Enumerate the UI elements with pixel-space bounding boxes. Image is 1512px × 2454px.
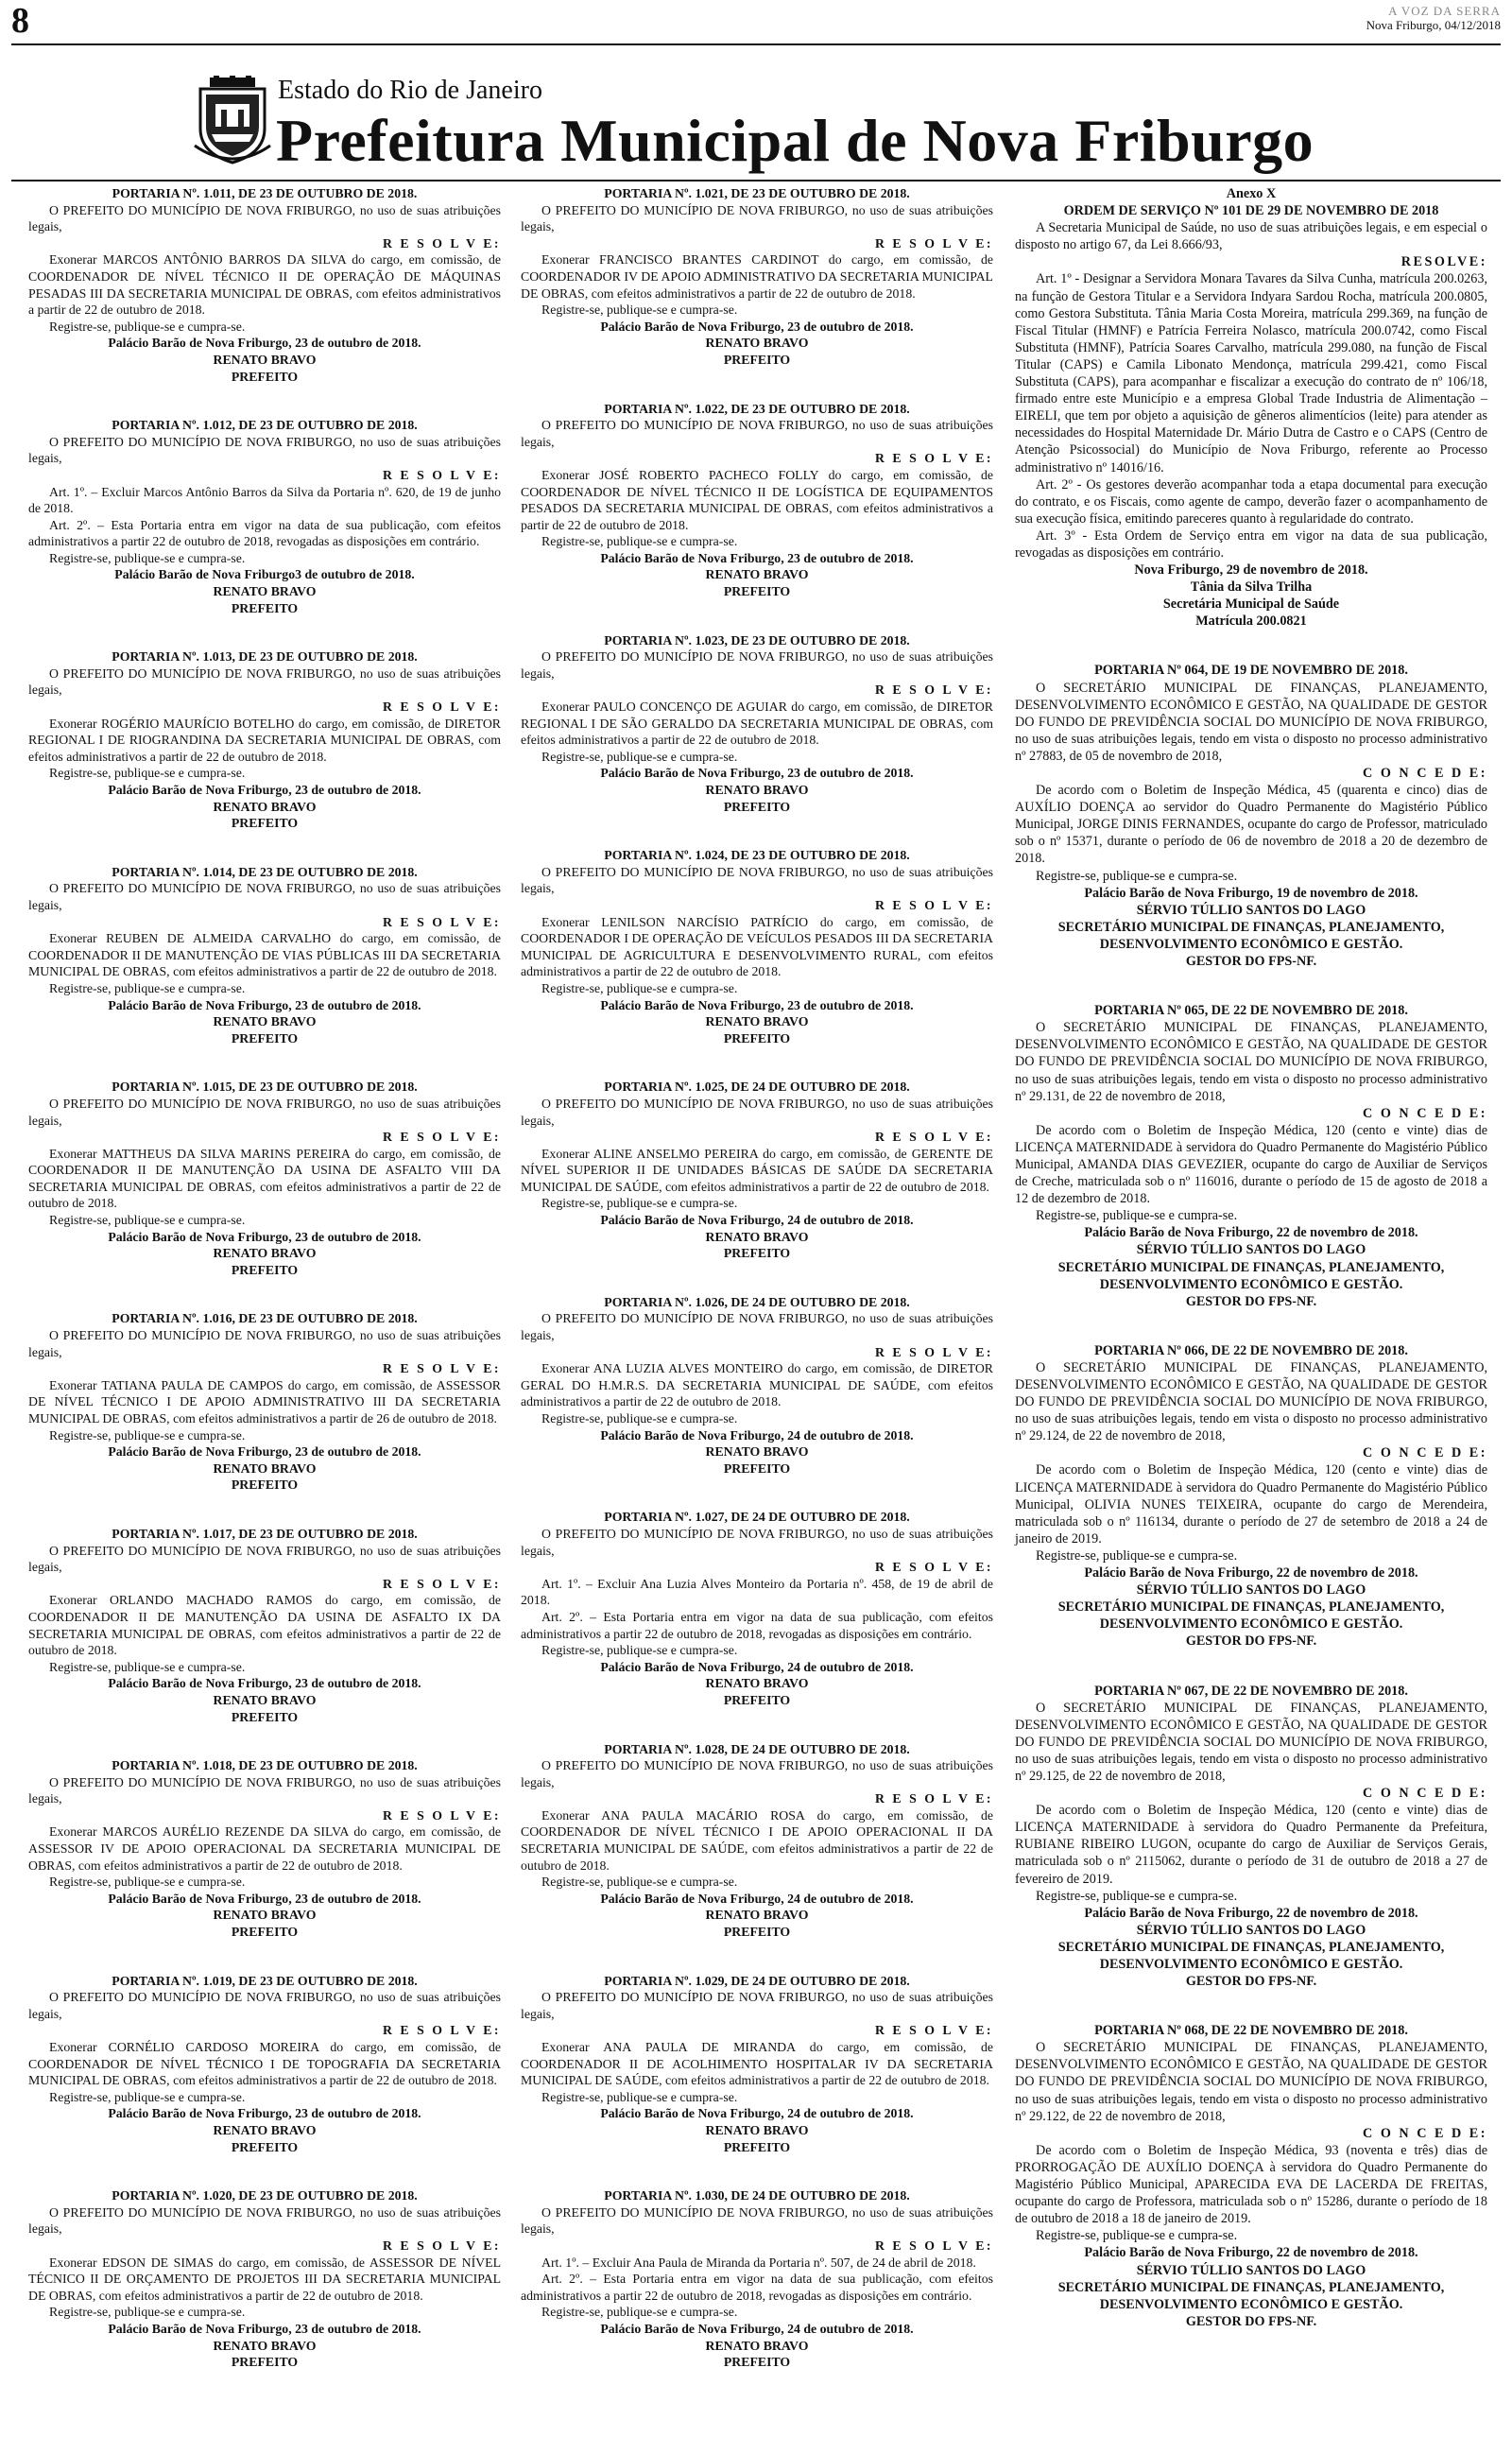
act-signature-line: Tânia da Silva Trilha: [1190, 579, 1313, 596]
act-signature-line: PREFEITO: [723, 2355, 791, 2370]
act-signature-line: Palácio Barão de Nova Friburgo, 23 de outubro de 2018.: [108, 1229, 421, 1244]
act-signature-line: RENATO BRAVO: [705, 1229, 809, 1244]
act-signature-line: Palácio Barão de Nova Friburgo, 23 de outubro de 2018.: [108, 2321, 421, 2336]
act-signature-line: Palácio Barão de Nova Friburgo, 24 de outubro de 2018.: [600, 1659, 914, 1674]
act-signature-line: Matrícula 200.0821: [1195, 614, 1307, 630]
act-signature-line: SECRETÁRIO MUNICIPAL DE FINANÇAS, PLANEJAMENTO, DESENVOLVIMENTO ECONÔMICO E GESTÃO.: [1057, 1259, 1445, 1292]
act-paragraph: Registre-se, publique-se e cumpra-se.: [541, 302, 738, 318]
act-paragraph: Registre-se, publique-se e cumpra-se.: [49, 1659, 246, 1674]
act-intro: O SECRETÁRIO MUNICIPAL DE FINANÇAS, PLANEJAMENTO, DESENVOLVIMENTO ECONÔMICO E GESTÃO, NA QUALIDADE DE GESTOR DO FUNDO DE PREVIDÊNCIA SOCIAL DO MUNICÍPIO DE NOVA FRIBURGO, no uso de suas atribuições legais, tendo em vista o disposto no processo administrativo nº 27883, de 05 de novembro de 2018,: [1015, 680, 1487, 764]
act-paragraph: Art. 2º. – Esta Portaria entra em vigor na data de sua publicação, com efeitos administrativos a partir 22 de outubro de 2018, revogadas as disposições em contrário.: [521, 2272, 993, 2303]
act-block: [521, 1741, 993, 1941]
column-2: [521, 185, 993, 2403]
act-block: [1015, 185, 1487, 630]
act-paragraph: De acordo com o Boletim de Inspeção Médica, 120 (cento e vinte) dias de LICENÇA MATERNIDADE à servidora do Quadro Permanente da Prefeitura, RUBIANE RIBEIRO LUGON, ocupante do cargo de Auxiliar de Serviços Gerais, matriculada sob o nº 2115062, durante o período de 31 de outubro de 2018 a 27 de fevereiro de 2019.: [1015, 1803, 1487, 1887]
act-signature-line: PREFEITO: [723, 1692, 791, 1707]
page-header-bar: [11, 1, 1501, 42]
act-block: [28, 1757, 501, 1941]
act-block: [1015, 2022, 1487, 2330]
act-paragraph: Exonerar PAULO CONCENÇO DE AGUIAR do cargo, em comissão, de DIRETOR REGIONAL I DE SÃO GERALDO DA SECRETARIA MUNICIPAL DE OBRAS, com efeitos administrativos a partir de 22 de outubro de 2018.: [521, 700, 993, 748]
act-signature-line: Palácio Barão de Nova Friburgo, 23 de outubro de 2018.: [108, 783, 421, 797]
act-signature-line: Palácio Barão de Nova Friburgo, 22 de novembro de 2018.: [1084, 1905, 1418, 1921]
act-paragraph: Exonerar REUBEN DE ALMEIDA CARVALHO do cargo, em comissão, de COORDENADOR II DE MANUTENÇÃO DE VIAS PÚBLICAS III DA SECRETARIA MUNICIPAL DE OBRAS, com efeitos administrativos a partir de 22 de outubro de 2018.: [28, 931, 501, 979]
act-signature-line: PREFEITO: [231, 816, 299, 831]
act-block: [28, 2187, 501, 2371]
act-resolve: R E S O L V E:: [383, 467, 501, 482]
act-resolve: R E S O L V E:: [875, 1344, 993, 1359]
act-block: [28, 185, 501, 385]
act-signature-line: RENATO BRAVO: [705, 1676, 809, 1691]
act-paragraph: Registre-se, publique-se e cumpra-se.: [541, 1875, 738, 1890]
act-block: [28, 1079, 501, 1278]
act-resolve: C O N C E D E:: [1363, 1786, 1487, 1802]
act-block: [28, 648, 501, 832]
act-paragraph: Registre-se, publique-se e cumpra-se.: [1036, 1547, 1238, 1564]
newspaper-name: A VOZ DA SERRA: [1388, 4, 1501, 18]
act-intro: O PREFEITO DO MUNICÍPIO DE NOVA FRIBURGO, no uso de suas atribuições legais,: [521, 1990, 993, 2021]
act-paragraph: Registre-se, publique-se e cumpra-se.: [1036, 2228, 1238, 2244]
act-signature-line: Palácio Barão de Nova Friburgo, 23 de outubro de 2018.: [108, 997, 421, 1012]
act-paragraph: Registre-se, publique-se e cumpra-se.: [541, 1643, 738, 1658]
act-intro: O PREFEITO DO MUNICÍPIO DE NOVA FRIBURGO, no uso de suas atribuições legais,: [521, 649, 993, 681]
act-resolve: R E S O L V E:: [383, 235, 501, 251]
header-city: Prefeitura Municipal de Nova Friburgo: [276, 107, 1314, 174]
act-signature-line: Palácio Barão de Nova Friburgo, 19 de novembro de 2018.: [1084, 885, 1418, 901]
act-signature-line: RENATO BRAVO: [705, 567, 809, 582]
act-block: [521, 1294, 993, 1478]
act-title: PORTARIA Nº. 1.012, DE 23 DE OUTUBRO DE 2018.: [112, 418, 418, 433]
act-title: PORTARIA Nº. 1.023, DE 23 DE OUTUBRO DE 2018.: [604, 632, 910, 648]
act-paragraph: De acordo com o Boletim de Inspeção Médica, 120 (cento e vinte) dias de LICENÇA MATERNIDADE à servidora do Quadro Permanente do Magistério Público Municipal, OLIVIA NUNES TEIXEIRA, ocupante do cargo de Merendeira, matriculada sob o nº 116134, durante o período de 27 de setembro de 2018 a 24 de janeiro de 2019.: [1015, 1462, 1487, 1547]
act-resolve: R E S O L V E:: [383, 1576, 501, 1591]
act-signature-line: RENATO BRAVO: [705, 1908, 809, 1923]
act-paragraph: Exonerar ANA PAULA MACÁRIO ROSA do cargo, em comissão, de COORDENADOR DE NÍVEL TÉCNICO I DE APOIO OPERACIONAL II DA SECRETARIA MUNICIPAL DE SAÚDE, com efeitos administrativos a partir de 22 de outubro de 2018.: [521, 1807, 993, 1873]
act-block: [1015, 662, 1487, 970]
act-title: PORTARIA Nº. 1.025, DE 24 DE OUTUBRO DE 2018.: [604, 1080, 910, 1095]
act-resolve: R E S O L V E:: [875, 235, 993, 251]
act-paragraph: Registre-se, publique-se e cumpra-se.: [541, 1196, 738, 1211]
act-signature-line: PREFEITO: [231, 600, 299, 615]
act-paragraph: Art. 2º. – Esta Portaria entra em vigor na data de sua publicação, com efeitos administrativos a partir 22 de outubro de 2018, revogadas as disposições em contrário.: [28, 517, 501, 549]
act-paragraph: Registre-se, publique-se e cumpra-se.: [541, 534, 738, 549]
act-paragraph: Exonerar EDSON DE SIMAS do cargo, em comissão, de ASSESSOR DE NÍVEL TÉCNICO II DE ORÇAMENTO DE PROJETOS III DA SECRETARIA MUNICIPAL DE OBRAS, com efeitos administrativos a partir de 22 de outubro de 2018.: [28, 2255, 501, 2303]
column-1: [28, 185, 501, 2403]
act-intro: O SECRETÁRIO MUNICIPAL DE FINANÇAS, PLANEJAMENTO, DESENVOLVIMENTO ECONÔMICO E GESTÃO, NA QUALIDADE DE GESTOR DO FUNDO DE PREVIDÊNCIA SOCIAL DO MUNICÍPIO DE NOVA FRIBURGO, no uso de suas atribuições legais, tendo em vista o disposto no processo administrativo nº 29.124, de 22 de novembro de 2018,: [1015, 1359, 1487, 1444]
act-resolve: R E S O L V E:: [383, 1807, 501, 1823]
act-signature-line: PREFEITO: [231, 1709, 299, 1724]
newspaper-info: [1366, 4, 1501, 32]
act-resolve: R E S O L V E:: [875, 1791, 993, 1806]
act-intro: O PREFEITO DO MUNICÍPIO DE NOVA FRIBURGO, no uso de suas atribuições legais,: [28, 2204, 501, 2237]
act-signature-line: Palácio Barão de Nova Friburgo, 22 de novembro de 2018.: [1084, 1225, 1418, 1241]
act-signature-line: SÉRVIO TÚLLIO SANTOS DO LAGO: [1136, 1242, 1366, 1258]
act-intro: O SECRETÁRIO MUNICIPAL DE FINANÇAS, PLANEJAMENTO, DESENVOLVIMENTO ECONÔMICO E GESTÃO, NA QUALIDADE DE GESTOR DO FUNDO DE PREVIDÊNCIA SOCIAL DO MUNICÍPIO DE NOVA FRIBURGO, no uso de suas atribuições legais, tendo em vista o disposto no processo administrativo nº 29.125, de 22 de novembro de 2018,: [1015, 1700, 1487, 1784]
act-block: [521, 847, 993, 1046]
act-signature-line: Palácio Barão de Nova Friburgo, 23 de outubro de 2018.: [108, 2106, 421, 2121]
header-state: Estado do Rio de Janeiro: [278, 76, 542, 105]
act-signature-line: Palácio Barão de Nova Friburgo, 23 de outubro de 2018.: [600, 550, 914, 565]
act-title: PORTARIA Nº. 1.024, DE 23 DE OUTUBRO DE 2018.: [604, 848, 910, 863]
act-paragraph: Exonerar ANA PAULA DE MIRANDA do cargo, em comissão, de COORDENADOR II DE ACOLHIMENTO HOSPITALAR IV DA SECRETARIA MUNICIPAL DE SAÚDE, com efeitos administrativos a partir de 22 de outubro de 2018.: [521, 2040, 993, 2088]
act-signature-line: RENATO BRAVO: [705, 2122, 809, 2137]
act-block: [521, 401, 993, 600]
act-intro: O PREFEITO DO MUNICÍPIO DE NOVA FRIBURGO, no uso de suas atribuições legais,: [521, 1311, 993, 1343]
act-paragraph: Exonerar LENILSON NARCÍSIO PATRÍCIO do cargo, em comissão, de COORDENADOR I DE OPERAÇÃO DE VEÍCULOS PESADOS III DA SECRETARIA MUNICIPAL DE AGRICULTURA E DESENVOLVIMENTO RURAL, com efeitos administrativos a partir de 22 de outubro de 2018.: [521, 914, 993, 979]
act-intro: O SECRETÁRIO MUNICIPAL DE FINANÇAS, PLANEJAMENTO, DESENVOLVIMENTO ECONÔMICO E GESTÃO, NA QUALIDADE DE GESTOR DO FUNDO DE PREVIDÊNCIA SOCIAL DO MUNICÍPIO DE NOVA FRIBURGO, no uso de suas atribuições legais, tendo em vista o disposto no processo administrativo nº 29.131, de 22 de novembro de 2018,: [1015, 1020, 1487, 1104]
act-paragraph: Registre-se, publique-se e cumpra-se.: [49, 550, 246, 565]
act-signature-line: RENATO BRAVO: [213, 1692, 317, 1707]
act-intro: A Secretaria Municipal de Saúde, no uso de suas atribuições legais, e em especial o disposto no artigo 67, da Lei 8.666/93,: [1015, 220, 1487, 253]
act-block: [521, 632, 993, 816]
act-block: [521, 1509, 993, 1708]
act-resolve: R E S O L V E:: [383, 1361, 501, 1376]
act-paragraph: Exonerar ANA LUZIA ALVES MONTEIRO do cargo, em comissão, de DIRETOR GERAL DO H.M.R.S. DA SECRETARIA MUNICIPAL DE SAÚDE, com efeitos administrativos a partir de 22 de outubro de 2018.: [521, 1361, 993, 1409]
act-resolve: R E S O L V E:: [383, 1130, 501, 1145]
act-signature-line: SÉRVIO TÚLLIO SANTOS DO LAGO: [1136, 1922, 1366, 1938]
columns: [28, 185, 1487, 2445]
act-signature-line: Palácio Barão de Nova Friburgo, 24 de outubro de 2018.: [600, 2106, 914, 2121]
act-signature-line: Palácio Barão de Nova Friburgo, 23 de outubro de 2018.: [108, 1891, 421, 1906]
act-signature-line: Palácio Barão de Nova Friburgo, 24 de outubro de 2018.: [600, 1427, 914, 1443]
act-signature-line: Palácio Barão de Nova Friburgo3 de outubro de 2018.: [114, 567, 415, 582]
act-paragraph: Exonerar ALINE ANSELMO PEREIRA do cargo, em comissão, de GERENTE DE NÍVEL SUPERIOR II DE UNIDADES BÁSICAS DE SAÚDE DA SECRETARIA MUNICIPAL DE SAÚDE, com efeitos administrativos a partir de 22 de outubro de 2018.: [521, 1146, 993, 1194]
act-title: PORTARIA Nº. 1.013, DE 23 DE OUTUBRO DE 2018.: [112, 649, 418, 665]
act-title: PORTARIA Nº. 1.011, DE 23 DE OUTUBRO DE 2018.: [112, 186, 418, 200]
act-paragraph: Art. 1º. – Excluir Ana Luzia Alves Monteiro da Portaria nº. 458, de 19 de abril de 2018.: [521, 1576, 993, 1608]
act-signature-line: RENATO BRAVO: [213, 1246, 317, 1261]
act-signature-line: PREFEITO: [723, 584, 791, 599]
act-signature-line: RENATO BRAVO: [705, 1014, 809, 1029]
act-signature-line: RENATO BRAVO: [213, 1460, 317, 1476]
act-block: [1015, 1683, 1487, 1991]
act-intro: O PREFEITO DO MUNICÍPIO DE NOVA FRIBURGO, no uso de suas atribuições legais,: [28, 1543, 501, 1575]
act-paragraph: Art. 3º - Esta Ordem de Serviço entra em vigor na data de sua publicação, revogadas as disposições em contrário.: [1015, 527, 1487, 561]
act-title: Anexo X: [1226, 186, 1277, 201]
act-title: PORTARIA Nº. 1.016, DE 23 DE OUTUBRO DE 2018.: [112, 1311, 418, 1326]
act-title: PORTARIA Nº 067, DE 22 DE NOVEMBRO DE 2018.: [1094, 1683, 1408, 1699]
act-signature-line: Palácio Barão de Nova Friburgo, 23 de outubro de 2018.: [108, 1444, 421, 1460]
act-signature-line: PREFEITO: [723, 1460, 791, 1476]
act-signature-line: SÉRVIO TÚLLIO SANTOS DO LAGO: [1136, 902, 1366, 918]
act-paragraph: Exonerar ROGÉRIO MAURÍCIO BOTELHO do cargo, em comissão, de DIRETOR REGIONAL I DE RIOGRANDINA DA SECRETARIA MUNICIPAL DE OBRAS, com efeitos administrativos a partir de 22 de outubro de 2018.: [28, 716, 501, 764]
act-signature-line: PREFEITO: [231, 2355, 299, 2370]
act-signature-line: SÉRVIO TÚLLIO SANTOS DO LAGO: [1136, 2262, 1366, 2278]
act-paragraph: Registre-se, publique-se e cumpra-se.: [49, 1427, 246, 1443]
act-signature-line: Palácio Barão de Nova Friburgo, 23 de outubro de 2018.: [108, 1676, 421, 1691]
act-block: [28, 417, 501, 616]
act-intro: O PREFEITO DO MUNICÍPIO DE NOVA FRIBURGO, no uso de suas atribuições legais,: [28, 665, 501, 698]
act-signature-line: Palácio Barão de Nova Friburgo, 23 de outubro de 2018.: [600, 319, 914, 334]
act-resolve: C O N C E D E:: [1363, 1105, 1487, 1121]
act-intro: O PREFEITO DO MUNICÍPIO DE NOVA FRIBURGO, no uso de suas atribuições legais,: [28, 1096, 501, 1128]
newspaper-date: Nova Friburgo, 04/12/2018: [1366, 18, 1501, 32]
act-paragraph: Exonerar MARCOS AURÉLIO REZENDE DA SILVA do cargo, em comissão, de ASSESSOR IV DE APOIO OPERACIONAL DA SECRETARIA MUNICIPAL DE OBRAS, com efeitos administrativos a partir de 22 de outubro de 2018.: [28, 1824, 501, 1873]
act-paragraph: Registre-se, publique-se e cumpra-se.: [541, 749, 738, 764]
act-signature-line: Palácio Barão de Nova Friburgo, 24 de outubro de 2018.: [600, 2321, 914, 2336]
act-signature-line: PREFEITO: [231, 1262, 299, 1277]
act-signature-line: GESTOR DO FPS-NF.: [1185, 1633, 1317, 1650]
act-signature-line: PREFEITO: [231, 1030, 299, 1046]
act-signature-line: RENATO BRAVO: [213, 1014, 317, 1029]
act-title: PORTARIA Nº 065, DE 22 DE NOVEMBRO DE 2018.: [1094, 1003, 1408, 1019]
act-title: PORTARIA Nº. 1.029, DE 24 DE OUTUBRO DE 2018.: [604, 1973, 910, 1988]
act-resolve: R E S O L V E:: [875, 683, 993, 698]
act-paragraph: Art. 2º - Os gestores deverão acompanhar toda a etapa documental para execução do contrato, e os Fiscais, como agente de campo, deverão fazer o acompanhamento de sua execução física, emitindo pareceres quanto à regularidade do contrato.: [1015, 476, 1487, 527]
act-paragraph: Registre-se, publique-se e cumpra-se.: [49, 1213, 246, 1228]
act-signature-line: RENATO BRAVO: [213, 799, 317, 814]
act-paragraph: Registre-se, publique-se e cumpra-se.: [49, 2305, 246, 2320]
act-intro: O PREFEITO DO MUNICÍPIO DE NOVA FRIBURGO, no uso de suas atribuições legais,: [28, 1990, 501, 2021]
act-signature-line: RENATO BRAVO: [705, 2338, 809, 2353]
act-block: [521, 185, 993, 369]
act-title: PORTARIA Nº. 1.028, DE 24 DE OUTUBRO DE 2018.: [604, 1741, 910, 1756]
act-paragraph: Exonerar MATTHEUS DA SILVA MARINS PEREIRA do cargo, em comissão, de COORDENADOR II DE MANUTENÇÃO DA USINA DE ASFALTO VIII DA SECRETARIA MUNICIPAL DE OBRAS, com efeitos administrativos a partir de 22 de outubro de 2018.: [28, 1146, 501, 1211]
act-paragraph: Registre-se, publique-se e cumpra-se.: [541, 1411, 738, 1426]
act-title: PORTARIA Nº. 1.020, DE 23 DE OUTUBRO DE 2018.: [112, 2188, 418, 2203]
act-block: [521, 2187, 993, 2371]
act-paragraph: Registre-se, publique-se e cumpra-se.: [49, 319, 246, 334]
act-paragraph: De acordo com o Boletim de Inspeção Médica, 45 (quarenta e cinco) dias de AUXÍLIO DOENÇA ao servidor do Quadro Permanente do Magistério Público Municipal, JORGE DINIS FERNANDES, ocupante do cargo de Professor, matriculado sob o nº 15371, durante o período de 06 de novembro de 2018 a 20 de dezembro de 2018.: [1015, 783, 1487, 867]
act-signature-line: Palácio Barão de Nova Friburgo, 22 de novembro de 2018.: [1084, 2245, 1418, 2261]
act-signature-line: PREFEITO: [723, 799, 791, 814]
act-paragraph: Registre-se, publique-se e cumpra-se.: [49, 766, 246, 781]
act-paragraph: Registre-se, publique-se e cumpra-se.: [541, 2089, 738, 2104]
act-block: [1015, 1342, 1487, 1650]
act-paragraph: Registre-se, publique-se e cumpra-se.: [49, 980, 246, 995]
act-title: PORTARIA Nº. 1.022, DE 23 DE OUTUBRO DE 2018.: [604, 401, 910, 416]
act-signature-line: GESTOR DO FPS-NF.: [1185, 1293, 1317, 1309]
act-resolve: R E S O L V E:: [875, 1560, 993, 1575]
act-paragraph: De acordo com o Boletim de Inspeção Médica, 93 (noventa e três) dias de PRORROGAÇÃO DE AUXÍLIO DOENÇA à servidora do Quadro Permanente do Magistério Público Municipal, APARECIDA EVA DE LACERDA DE FREITAS, ocupante do cargo de Professora, matriculada sob o nº 15286, durante o período de 18 de outubro de 2018 a 18 de janeiro de 2019.: [1015, 2142, 1487, 2227]
act-resolve: R E S O L V E:: [383, 2023, 501, 2038]
act-title: PORTARIA Nº 064, DE 19 DE NOVEMBRO DE 2018.: [1094, 663, 1408, 679]
act-signature-line: RENATO BRAVO: [213, 352, 317, 367]
act-paragraph: Art. 1º. – Excluir Marcos Antônio Barros da Silva da Portaria nº. 620, de 19 de junho de 2018.: [28, 484, 501, 516]
act-subtitle: ORDEM DE SERVIÇO Nº 101 DE 29 DE NOVEMBRO DE 2018: [1063, 203, 1439, 219]
act-signature-line: RENATO BRAVO: [213, 584, 317, 599]
act-signature-line: PREFEITO: [231, 2139, 299, 2154]
act-paragraph: Registre-se, publique-se e cumpra-se.: [49, 2089, 246, 2104]
act-signature-line: PREFEITO: [723, 352, 791, 367]
act-signature-line: Secretária Municipal de Saúde: [1162, 596, 1340, 613]
act-signature-line: SÉRVIO TÚLLIO SANTOS DO LAGO: [1136, 1582, 1366, 1599]
act-intro: O PREFEITO DO MUNICÍPIO DE NOVA FRIBURGO, no uso de suas atribuições legais,: [521, 202, 993, 234]
act-signature-line: Palácio Barão de Nova Friburgo, 23 de outubro de 2018.: [108, 336, 421, 351]
act-resolve: C O N C E D E:: [1363, 766, 1487, 781]
act-resolve: C O N C E D E:: [1363, 2125, 1487, 2141]
act-paragraph: Exonerar FRANCISCO BRANTES CARDINOT do cargo, em comissão, de COORDENADOR IV DE APOIO ADMINISTRATIVO DA SECRETARIA MUNICIPAL DE OBRAS, com efeitos administrativos a partir de 22 de outubro de 2018.: [521, 252, 993, 301]
act-resolve: R E S O L V E:: [383, 700, 501, 715]
act-resolve: C O N C E D E:: [1363, 1445, 1487, 1461]
act-block: [1015, 1002, 1487, 1310]
act-signature-line: SECRETÁRIO MUNICIPAL DE FINANÇAS, PLANEJAMENTO, DESENVOLVIMENTO ECONÔMICO E GESTÃO.: [1057, 1939, 1445, 1972]
act-paragraph: Exonerar JOSÉ ROBERTO PACHECO FOLLY do cargo, em comissão, de COORDENADOR DE NÍVEL TÉCNICO II DE LOGÍSTICA DE EQUIPAMENTOS PESADOS DA SECRETARIA MUNICIPAL DE OBRAS, com efeitos administrativos a partir de 22 de outubro de 2018.: [521, 467, 993, 532]
act-paragraph: Art. 2º. – Esta Portaria entra em vigor na data de sua publicação, com efeitos administrativos a partir 22 de outubro de 2018, revogadas as disposições em contrário.: [521, 1609, 993, 1641]
act-title: PORTARIA Nº. 1.030, DE 24 DE OUTUBRO DE 2018.: [604, 2188, 910, 2203]
act-signature-line: RENATO BRAVO: [213, 2338, 317, 2353]
act-signature-line: Palácio Barão de Nova Friburgo, 22 de novembro de 2018.: [1084, 1565, 1418, 1581]
act-resolve: R E S O L V E:: [383, 914, 501, 929]
act-signature-line: RENATO BRAVO: [705, 1444, 809, 1460]
act-signature-line: PREFEITO: [723, 1925, 791, 1940]
act-signature-line: PREFEITO: [231, 1478, 299, 1493]
act-paragraph: Exonerar CORNÉLIO CARDOSO MOREIRA do cargo, em comissão, de COORDENADOR DE NÍVEL TÉCNICO I DE TOPOGRAFIA DA SECRETARIA MUNICIPAL DE OBRAS, com efeitos administrativos a partir de 22 de outubro de 2018.: [28, 2040, 501, 2088]
act-paragraph: Art. 1º - Designar a Servidora Monara Tavares da Silva Cunha, matrícula 200.0263, na função de Gestora Titular e a Servidora Indyara Sardou Rocha, matrícula 200.0805, como Gestora Substituta. Tânia Maria Costa Moreira, matrícula 299.369, na função de Fiscal Titular (HMNF) e Patrícia Ferreira Nolasco, matrícula 200.0742, como Fiscal Substituta (HMNF), Patrícia Soares Carvalho, matrícula 299.080, na função de Fiscal Titular (CAPS) e Camila Libonato Mendonça, matrícula 299.421, como Fiscal Substituta (CAPS), para acompanhar e fiscalizar a execução do contrato de nº 106/18, firmado entre este Município e a empresa Global Trade Industria de Alimentação – EIRELI, que tem por objeto a aquisição de gêneros alimentícios (leite) para atender as necessidades do Hospital Maternidade Dr. Mário Dutra de Castro e o CAPS (Centro de Atenção Psicossocial) do Município de Nova Friburgo, referente ao Processo administrativo nº 14016/16.: [1015, 271, 1487, 475]
act-signature-line: GESTOR DO FPS-NF.: [1185, 954, 1317, 970]
act-paragraph: Registre-se, publique-se e cumpra-se.: [1036, 868, 1238, 884]
act-title: PORTARIA Nº 066, DE 22 DE NOVEMBRO DE 2018.: [1094, 1342, 1408, 1358]
act-title: PORTARIA Nº. 1.015, DE 23 DE OUTUBRO DE 2018.: [112, 1080, 418, 1095]
act-block: [28, 1973, 501, 2156]
act-title: PORTARIA Nº. 1.026, DE 24 DE OUTUBRO DE 2018.: [604, 1294, 910, 1309]
act-resolve: RESOLVE:: [1400, 254, 1487, 270]
act-paragraph: Registre-se, publique-se e cumpra-se.: [49, 1875, 246, 1890]
act-signature-line: PREFEITO: [723, 2139, 791, 2154]
act-title: PORTARIA Nº. 1.017, DE 23 DE OUTUBRO DE 2018.: [112, 1526, 418, 1541]
top-divider: [11, 43, 1501, 45]
act-paragraph: De acordo com o Boletim de Inspeção Médica, 120 (cento e vinte) dias de LICENÇA MATERNIDADE à servidora do Quadro Permanente do Magistério Público Municipal, AMANDA DIAS GEVEZIER, ocupante do cargo de Auxiliar de Serviços de Creche, matriculada sob o nº 116016, durante o período de 15 de agosto de 2018 a 12 de dezembro de 2018.: [1015, 1122, 1487, 1207]
act-signature-line: GESTOR DO FPS-NF.: [1185, 1974, 1317, 1990]
act-block: [28, 1526, 501, 1725]
act-resolve: R E S O L V E:: [875, 897, 993, 912]
act-paragraph: Exonerar MARCOS ANTÔNIO BARROS DA SILVA do cargo, em comissão, de COORDENADOR DE NÍVEL TÉCNICO II DE OPERAÇÃO DE MÁQUINAS PESADAS III DA SECRETARIA MUNICIPAL DE OBRAS, com efeitos administrativos a partir de 22 de outubro de 2018.: [28, 252, 501, 318]
act-paragraph: Registre-se, publique-se e cumpra-se.: [541, 2305, 738, 2320]
act-signature-line: RENATO BRAVO: [705, 783, 809, 797]
act-intro: O PREFEITO DO MUNICÍPIO DE NOVA FRIBURGO, no uso de suas atribuições legais,: [521, 418, 993, 449]
act-block: [28, 1310, 501, 1494]
act-block: [521, 1973, 993, 2156]
act-intro: O PREFEITO DO MUNICÍPIO DE NOVA FRIBURGO, no uso de suas atribuições legais,: [521, 864, 993, 896]
act-resolve: R E S O L V E:: [875, 2023, 993, 2038]
act-signature-line: SECRETÁRIO MUNICIPAL DE FINANÇAS, PLANEJAMENTO, DESENVOLVIMENTO ECONÔMICO E GESTÃO.: [1057, 2279, 1445, 2312]
act-block: [28, 864, 501, 1047]
act-intro: O PREFEITO DO MUNICÍPIO DE NOVA FRIBURGO, no uso de suas atribuições legais,: [28, 202, 501, 234]
act-intro: O PREFEITO DO MUNICÍPIO DE NOVA FRIBURGO, no uso de suas atribuições legais,: [521, 1096, 993, 1128]
act-resolve: R E S O L V E:: [875, 1130, 993, 1145]
act-intro: O PREFEITO DO MUNICÍPIO DE NOVA FRIBURGO, no uso de suas atribuições legais,: [521, 1526, 993, 1558]
act-signature-line: Nova Friburgo, 29 de novembro de 2018.: [1134, 562, 1368, 579]
act-paragraph: Registre-se, publique-se e cumpra-se.: [1036, 1888, 1238, 1904]
act-signature-line: PREFEITO: [231, 369, 299, 384]
act-block: [521, 1079, 993, 1262]
act-intro: O SECRETÁRIO MUNICIPAL DE FINANÇAS, PLANEJAMENTO, DESENVOLVIMENTO ECONÔMICO E GESTÃO, NA QUALIDADE DE GESTOR DO FUNDO DE PREVIDÊNCIA SOCIAL DO MUNICÍPIO DE NOVA FRIBURGO, no uso de suas atribuições legais, tendo em vista o disposto no processo administrativo nº 29.122, de 22 de novembro de 2018,: [1015, 2040, 1487, 2124]
act-signature-line: RENATO BRAVO: [213, 1908, 317, 1923]
act-signature-line: PREFEITO: [723, 1246, 791, 1261]
act-intro: O PREFEITO DO MUNICÍPIO DE NOVA FRIBURGO, no uso de suas atribuições legais,: [28, 434, 501, 466]
page-number: 8: [11, 1, 29, 41]
act-intro: O PREFEITO DO MUNICÍPIO DE NOVA FRIBURGO, no uso de suas atribuições legais,: [28, 1328, 501, 1359]
act-signature-line: Palácio Barão de Nova Friburgo, 23 de outubro de 2018.: [600, 997, 914, 1012]
act-title: PORTARIA Nº. 1.027, DE 24 DE OUTUBRO DE 2018.: [604, 1510, 910, 1525]
act-signature-line: SECRETÁRIO MUNICIPAL DE FINANÇAS, PLANEJAMENTO, DESENVOLVIMENTO ECONÔMICO E GESTÃO.: [1057, 1599, 1445, 1633]
act-intro: O PREFEITO DO MUNICÍPIO DE NOVA FRIBURGO, no uso de suas atribuições legais,: [28, 1774, 501, 1806]
act-paragraph: Registre-se, publique-se e cumpra-se.: [1036, 1208, 1238, 1224]
act-signature-line: Palácio Barão de Nova Friburgo, 24 de outubro de 2018.: [600, 1213, 914, 1228]
city-crest-icon: [193, 76, 272, 166]
act-signature-line: RENATO BRAVO: [213, 2122, 317, 2137]
act-paragraph: Exonerar ORLANDO MACHADO RAMOS do cargo, em comissão, de COORDENADOR II DE MANUTENÇÃO DA USINA DE ASFALTO IX DA SECRETARIA MUNICIPAL DE OBRAS, com efeitos administrativos a partir de 22 de outubro de 2018.: [28, 1593, 501, 1658]
act-paragraph: Registre-se, publique-se e cumpra-se.: [541, 980, 738, 995]
act-title: PORTARIA Nº. 1.014, DE 23 DE OUTUBRO DE 2018.: [112, 864, 418, 879]
act-signature-line: Palácio Barão de Nova Friburgo, 24 de outubro de 2018.: [600, 1891, 914, 1906]
act-paragraph: Art. 1º. – Excluir Ana Paula de Miranda da Portaria nº. 507, de 24 de abril de 2018.: [541, 2255, 976, 2270]
act-signature-line: PREFEITO: [231, 1925, 299, 1940]
act-intro: O PREFEITO DO MUNICÍPIO DE NOVA FRIBURGO, no uso de suas atribuições legais,: [28, 881, 501, 912]
act-resolve: R E S O L V E:: [383, 2238, 501, 2253]
act-signature-line: SECRETÁRIO MUNICIPAL DE FINANÇAS, PLANEJAMENTO, DESENVOLVIMENTO ECONÔMICO E GESTÃO.: [1057, 919, 1445, 952]
act-title: PORTARIA Nº. 1.018, DE 23 DE OUTUBRO DE 2018.: [112, 1758, 418, 1773]
column-3: [1015, 185, 1487, 2362]
act-title: PORTARIA Nº. 1.021, DE 23 DE OUTUBRO DE 2018.: [604, 186, 910, 200]
header-divider: [11, 180, 1501, 181]
act-resolve: R E S O L V E:: [875, 2238, 993, 2253]
act-signature-line: RENATO BRAVO: [705, 336, 809, 351]
act-signature-line: Palácio Barão de Nova Friburgo, 23 de outubro de 2018.: [600, 766, 914, 781]
act-paragraph: Exonerar TATIANA PAULA DE CAMPOS do cargo, em comissão, de ASSESSOR DE NÍVEL TÉCNICO I DE APOIO ADMINISTRATIVO III DA SECRETARIA MUNICIPAL DE OBRAS, com efeitos administrativos a partir de 26 de outubro de 2018.: [28, 1377, 501, 1426]
act-signature-line: GESTOR DO FPS-NF.: [1185, 2313, 1317, 2329]
act-intro: O PREFEITO DO MUNICÍPIO DE NOVA FRIBURGO, no uso de suas atribuições legais,: [521, 1758, 993, 1789]
act-signature-line: PREFEITO: [723, 1030, 791, 1046]
act-resolve: R E S O L V E:: [875, 451, 993, 466]
act-title: PORTARIA Nº. 1.019, DE 23 DE OUTUBRO DE 2018.: [112, 1973, 418, 1988]
act-title: PORTARIA Nº 068, DE 22 DE NOVEMBRO DE 2018.: [1094, 2023, 1408, 2039]
act-intro: O PREFEITO DO MUNICÍPIO DE NOVA FRIBURGO, no uso de suas atribuições legais,: [521, 2204, 993, 2237]
